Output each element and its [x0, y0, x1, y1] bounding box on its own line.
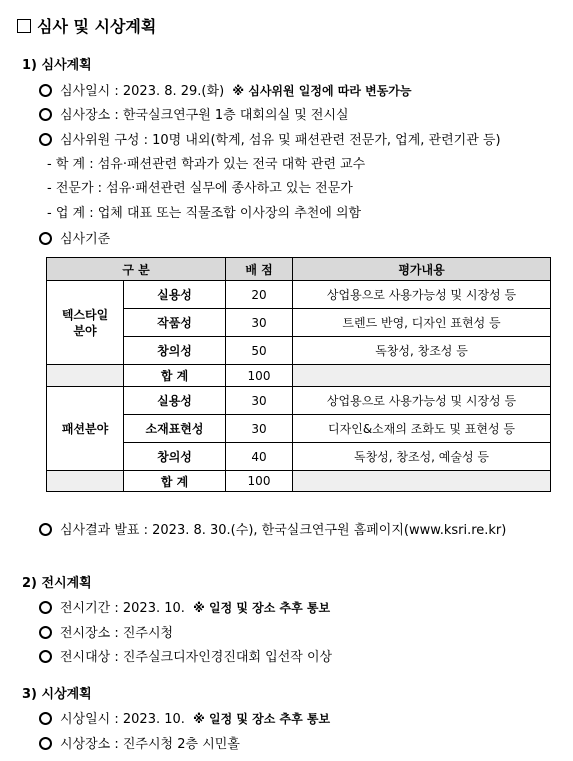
cell-total-label: 합 계	[124, 365, 226, 387]
circle-bullet-icon	[39, 737, 52, 750]
cell-eval: 독창성, 창조성, 예술성 등	[293, 443, 551, 471]
exhibit-place: 전시장소 : 진주시청	[39, 622, 173, 641]
circle-bullet-icon	[39, 108, 52, 121]
checkbox-icon	[17, 19, 31, 33]
cell-eval: 상업용으로 사용가능성 및 시장성 등	[293, 281, 551, 309]
header-evaluation: 평가내용	[293, 258, 551, 281]
exhibit-period: 전시기간 : 2023. 10. ※ 일정 및 장소 추후 통보	[39, 597, 330, 616]
cell-item: 소재표현성	[124, 415, 226, 443]
cell-item: 창의성	[124, 443, 226, 471]
judging-criteria-label: 심사기준	[39, 228, 110, 247]
result-announcement: 심사결과 발표 : 2023. 8. 30.(수), 한국실크연구원 홈페이지(www.ksri.re.kr)	[39, 519, 506, 538]
cell-score: 30	[226, 309, 293, 337]
award-place: 시상장소 : 진주시청 2층 시민홀	[39, 733, 240, 752]
cell-total-score: 100	[226, 365, 293, 387]
cell-eval: 상업용으로 사용가능성 및 시장성 등	[293, 387, 551, 415]
cell-score: 30	[226, 387, 293, 415]
category-fashion: 패션분야	[47, 387, 124, 471]
judging-date: 심사일시 : 2023. 8. 29.(화) ※ 심사위원 일정에 따라 변동가능	[39, 80, 411, 99]
cell-empty	[47, 365, 124, 387]
section-heading-2: 2) 전시계획	[22, 576, 92, 591]
section-heading-3: 3) 시상계획	[22, 687, 92, 702]
table-total-row	[47, 471, 551, 492]
circle-bullet-icon	[39, 84, 52, 97]
cell-item: 작품성	[124, 309, 226, 337]
cell-eval: 트렌드 반영, 디자인 표현성 등	[293, 309, 551, 337]
cell-score: 20	[226, 281, 293, 309]
judging-place: 심사장소 : 한국실크연구원 1층 대회의실 및 전시실	[39, 104, 349, 123]
cell-eval: 디자인&소재의 조화도 및 표현성 등	[293, 415, 551, 443]
circle-bullet-icon	[39, 650, 52, 663]
cell-empty	[293, 365, 551, 387]
circle-bullet-icon	[39, 712, 52, 725]
section-heading-1: 1) 심사계획	[22, 58, 92, 73]
member-expert: - 전문가 : 섬유·패션관련 실무에 종사하고 있는 전문가	[47, 181, 353, 196]
cell-total-label: 합 계	[124, 471, 226, 492]
cell-empty	[47, 471, 124, 492]
table-row	[47, 281, 551, 309]
cell-total-score: 100	[226, 471, 293, 492]
cell-score: 50	[226, 337, 293, 365]
cell-score: 40	[226, 443, 293, 471]
category-textile: 텍스타일 분야	[47, 281, 124, 365]
cell-item: 창의성	[124, 337, 226, 365]
header-category: 구 분	[47, 258, 226, 281]
criteria-table	[46, 257, 551, 492]
circle-bullet-icon	[39, 626, 52, 639]
page-title-text: 심사 및 시상계획	[37, 17, 157, 36]
member-industry: - 업 계 : 업체 대표 또는 직물조합 이사장의 추천에 의함	[47, 206, 362, 221]
circle-bullet-icon	[39, 523, 52, 536]
judging-date-note: ※ 심사위원 일정에 따라 변동가능	[232, 84, 412, 98]
page-title	[17, 14, 156, 37]
header-score: 배 점	[226, 258, 293, 281]
cell-eval: 독창성, 창조성 등	[293, 337, 551, 365]
exhibit-period-note: ※ 일정 및 장소 추후 통보	[193, 601, 331, 615]
exhibit-target: 전시대상 : 진주실크디자인경진대회 입선작 이상	[39, 646, 332, 665]
award-date-note: ※ 일정 및 장소 추후 통보	[193, 712, 331, 726]
cell-empty	[293, 471, 551, 492]
circle-bullet-icon	[39, 133, 52, 146]
award-date: 시상일시 : 2023. 10. ※ 일정 및 장소 추후 통보	[39, 708, 330, 727]
circle-bullet-icon	[39, 601, 52, 614]
table-header-row	[47, 258, 551, 281]
cell-score: 30	[226, 415, 293, 443]
cell-item: 실용성	[124, 281, 226, 309]
table-total-row	[47, 365, 551, 387]
member-academia: - 학 계 : 섬유·패션관련 학과가 있는 전국 대학 관련 교수	[47, 157, 366, 172]
judging-members: 심사위원 구성 : 10명 내외(학계, 섬유 및 패션관련 전문가, 업계, 관련기관 등)	[39, 129, 501, 148]
table-row	[47, 387, 551, 415]
cell-item: 실용성	[124, 387, 226, 415]
circle-bullet-icon	[39, 232, 52, 245]
